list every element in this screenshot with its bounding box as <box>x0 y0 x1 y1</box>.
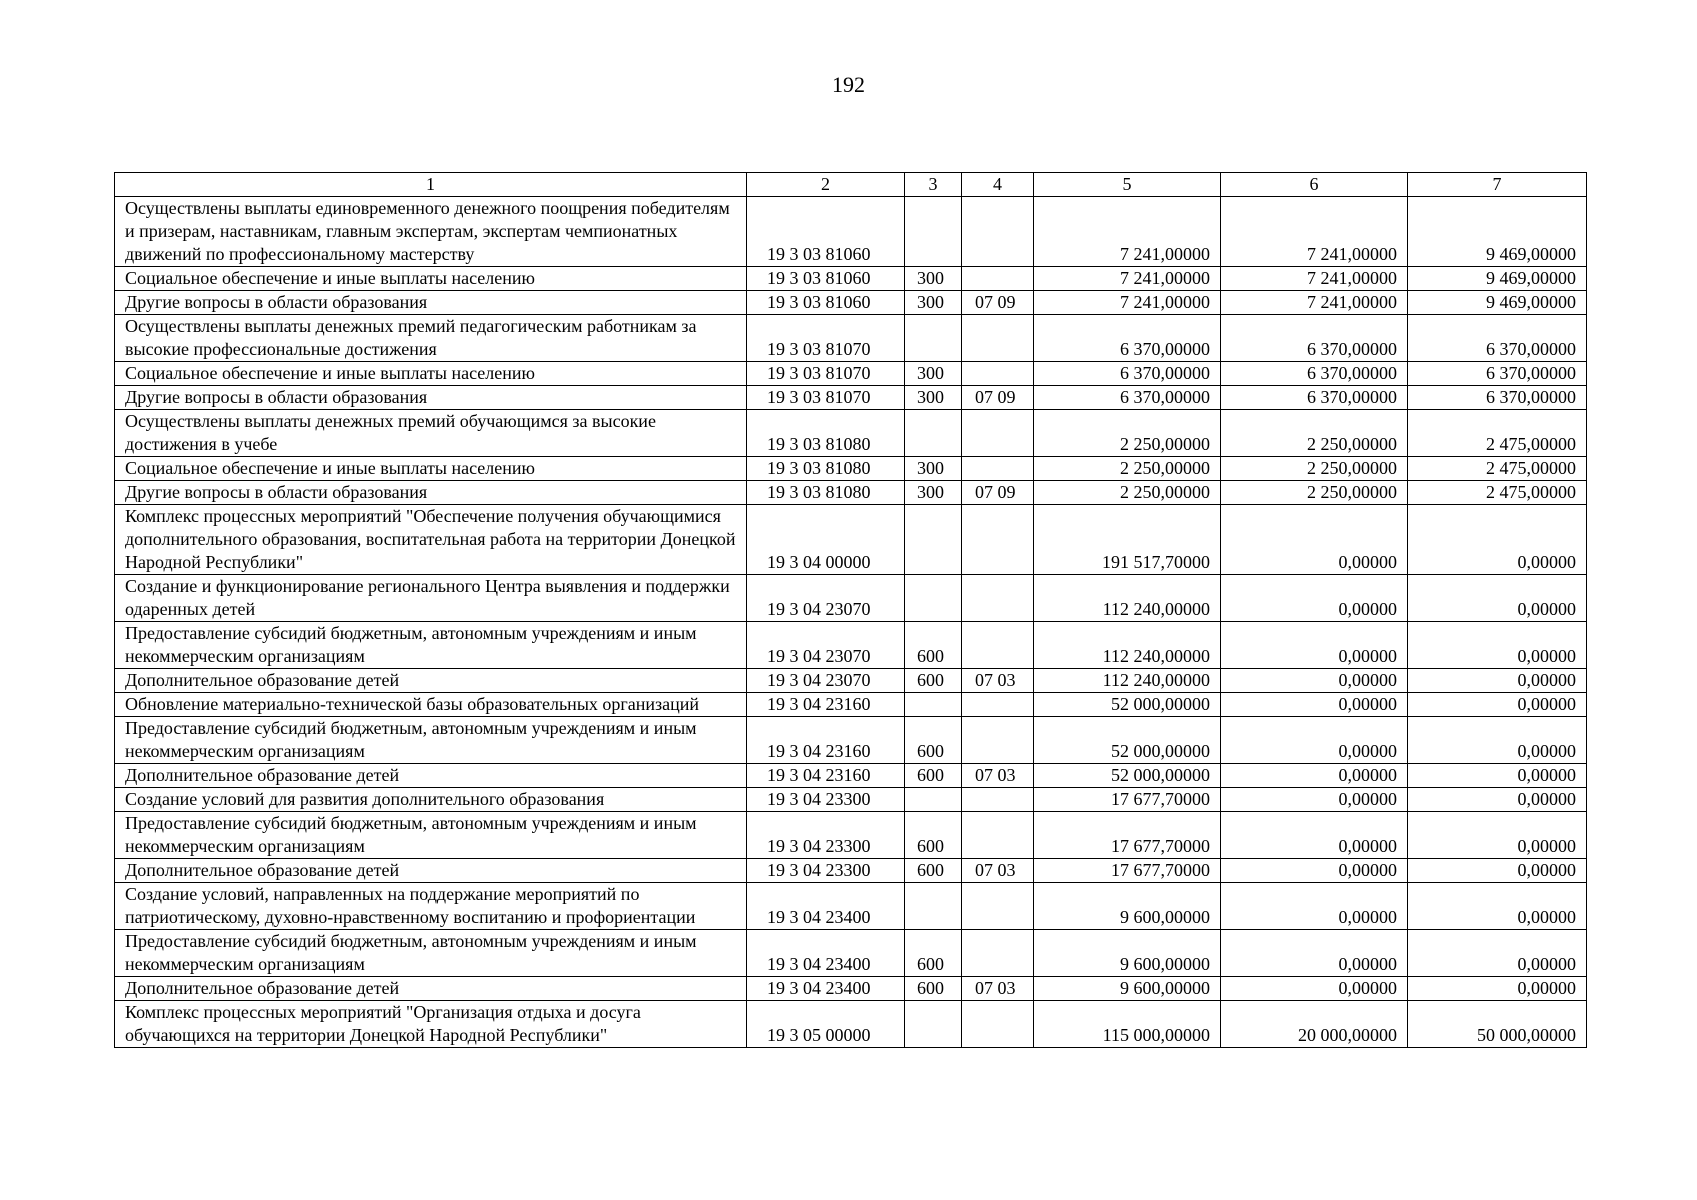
row-col-4 <box>962 622 1034 669</box>
row-col-5: 7 241,00000 <box>1034 267 1221 291</box>
table-row <box>115 481 1587 505</box>
table-row <box>115 717 1587 764</box>
row-col-7: 9 469,00000 <box>1408 197 1587 267</box>
row-col-5: 115 000,00000 <box>1034 1001 1221 1048</box>
row-name: Осуществлены выплаты денежных премий педагогическим работникам за высокие профессиональные достижения <box>115 315 747 362</box>
row-col-7: 0,00000 <box>1408 788 1587 812</box>
column-header: 3 <box>905 173 962 197</box>
row-col-6: 0,00000 <box>1221 693 1408 717</box>
table-row <box>115 764 1587 788</box>
row-col-3 <box>905 575 962 622</box>
row-col-5: 2 250,00000 <box>1034 481 1221 505</box>
row-code: 19 3 03 81070 <box>747 386 905 410</box>
row-col-7: 2 475,00000 <box>1408 457 1587 481</box>
row-name: Создание условий, направленных на поддержание мероприятий по патриотическому, духовно-нравственному воспитанию и профориентации <box>115 883 747 930</box>
column-header: 5 <box>1034 173 1221 197</box>
row-code: 19 3 04 23400 <box>747 977 905 1001</box>
row-col-4 <box>962 362 1034 386</box>
row-col-5: 52 000,00000 <box>1034 717 1221 764</box>
row-col-4: 07 09 <box>962 386 1034 410</box>
row-col-7: 6 370,00000 <box>1408 386 1587 410</box>
row-col-3: 300 <box>905 481 962 505</box>
row-col-6: 7 241,00000 <box>1221 291 1408 315</box>
row-col-4 <box>962 930 1034 977</box>
row-col-4 <box>962 267 1034 291</box>
row-col-3: 600 <box>905 859 962 883</box>
table-body <box>115 197 1587 1048</box>
row-col-7: 0,00000 <box>1408 717 1587 764</box>
row-col-4: 07 03 <box>962 859 1034 883</box>
row-col-4 <box>962 197 1034 267</box>
row-col-3: 600 <box>905 622 962 669</box>
row-col-6: 6 370,00000 <box>1221 315 1408 362</box>
row-name: Предоставление субсидий бюджетным, автономным учреждениям и иным некоммерческим организациям <box>115 812 747 859</box>
row-col-7: 9 469,00000 <box>1408 291 1587 315</box>
row-col-4 <box>962 315 1034 362</box>
row-col-5: 52 000,00000 <box>1034 764 1221 788</box>
table-row <box>115 669 1587 693</box>
row-name: Социальное обеспечение и иные выплаты населению <box>115 457 747 481</box>
row-col-6: 0,00000 <box>1221 505 1408 575</box>
row-col-6: 20 000,00000 <box>1221 1001 1408 1048</box>
row-col-5: 52 000,00000 <box>1034 693 1221 717</box>
table-row <box>115 1001 1587 1048</box>
row-col-7: 0,00000 <box>1408 883 1587 930</box>
row-col-3 <box>905 1001 962 1048</box>
row-col-7: 0,00000 <box>1408 622 1587 669</box>
row-name: Дополнительное образование детей <box>115 977 747 1001</box>
row-name: Создание и функционирование регионального Центра выявления и поддержки одаренных детей <box>115 575 747 622</box>
table-header-row <box>115 173 1587 197</box>
table-row <box>115 410 1587 457</box>
row-col-6: 2 250,00000 <box>1221 481 1408 505</box>
row-col-4 <box>962 883 1034 930</box>
row-col-4 <box>962 457 1034 481</box>
row-col-7: 0,00000 <box>1408 669 1587 693</box>
row-name: Дополнительное образование детей <box>115 669 747 693</box>
row-col-3 <box>905 883 962 930</box>
row-col-4 <box>962 812 1034 859</box>
row-code: 19 3 04 00000 <box>747 505 905 575</box>
row-name: Другие вопросы в области образования <box>115 386 747 410</box>
row-col-5: 6 370,00000 <box>1034 386 1221 410</box>
row-name: Другие вопросы в области образования <box>115 291 747 315</box>
row-code: 19 3 03 81060 <box>747 197 905 267</box>
table-row <box>115 930 1587 977</box>
row-name: Предоставление субсидий бюджетным, автономным учреждениям и иным некоммерческим организациям <box>115 717 747 764</box>
row-col-3 <box>905 788 962 812</box>
row-name: Социальное обеспечение и иные выплаты населению <box>115 362 747 386</box>
row-col-4: 07 09 <box>962 291 1034 315</box>
row-name: Предоставление субсидий бюджетным, автономным учреждениям и иным некоммерческим организациям <box>115 622 747 669</box>
table-row <box>115 457 1587 481</box>
row-col-4 <box>962 693 1034 717</box>
table-row <box>115 883 1587 930</box>
row-col-3: 300 <box>905 267 962 291</box>
row-col-3 <box>905 197 962 267</box>
row-col-7: 6 370,00000 <box>1408 315 1587 362</box>
row-code: 19 3 04 23160 <box>747 717 905 764</box>
row-name: Обновление материально-технической базы образовательных организаций <box>115 693 747 717</box>
row-col-4 <box>962 1001 1034 1048</box>
table-row <box>115 267 1587 291</box>
table-row <box>115 977 1587 1001</box>
row-col-6: 0,00000 <box>1221 669 1408 693</box>
row-col-5: 9 600,00000 <box>1034 883 1221 930</box>
row-col-6: 2 250,00000 <box>1221 410 1408 457</box>
row-col-4 <box>962 575 1034 622</box>
row-name: Дополнительное образование детей <box>115 859 747 883</box>
table-row <box>115 812 1587 859</box>
table-row <box>115 291 1587 315</box>
row-col-5: 17 677,70000 <box>1034 812 1221 859</box>
row-col-5: 7 241,00000 <box>1034 291 1221 315</box>
row-col-6: 7 241,00000 <box>1221 267 1408 291</box>
column-header: 7 <box>1408 173 1587 197</box>
row-name: Социальное обеспечение и иные выплаты населению <box>115 267 747 291</box>
row-col-5: 17 677,70000 <box>1034 788 1221 812</box>
row-col-3: 600 <box>905 977 962 1001</box>
row-col-3: 300 <box>905 291 962 315</box>
row-col-5: 6 370,00000 <box>1034 315 1221 362</box>
row-col-6: 6 370,00000 <box>1221 362 1408 386</box>
row-name: Предоставление субсидий бюджетным, автономным учреждениям и иным некоммерческим организациям <box>115 930 747 977</box>
row-col-7: 2 475,00000 <box>1408 481 1587 505</box>
row-code: 19 3 03 81070 <box>747 315 905 362</box>
row-col-4: 07 03 <box>962 669 1034 693</box>
row-col-4 <box>962 788 1034 812</box>
row-code: 19 3 03 81070 <box>747 362 905 386</box>
row-col-3 <box>905 315 962 362</box>
row-name: Дополнительное образование детей <box>115 764 747 788</box>
row-col-6: 0,00000 <box>1221 717 1408 764</box>
row-name: Осуществлены выплаты денежных премий обучающимся за высокие достижения в учебе <box>115 410 747 457</box>
row-name: Комплекс процессных мероприятий "Обеспечение получения обучающимися дополнительного образования, воспитательная работа на территории Донецкой Народной Республики" <box>115 505 747 575</box>
row-col-6: 0,00000 <box>1221 764 1408 788</box>
row-col-6: 0,00000 <box>1221 930 1408 977</box>
row-code: 19 3 04 23070 <box>747 669 905 693</box>
row-name: Другие вопросы в области образования <box>115 481 747 505</box>
row-col-7: 0,00000 <box>1408 977 1587 1001</box>
row-col-5: 112 240,00000 <box>1034 575 1221 622</box>
row-col-7: 0,00000 <box>1408 693 1587 717</box>
row-col-7: 9 469,00000 <box>1408 267 1587 291</box>
row-code: 19 3 04 23400 <box>747 930 905 977</box>
row-col-3: 600 <box>905 930 962 977</box>
row-col-5: 191 517,70000 <box>1034 505 1221 575</box>
row-code: 19 3 03 81080 <box>747 410 905 457</box>
row-col-4: 07 03 <box>962 977 1034 1001</box>
row-code: 19 3 03 81080 <box>747 481 905 505</box>
row-col-3 <box>905 410 962 457</box>
table-row <box>115 693 1587 717</box>
row-col-3: 600 <box>905 717 962 764</box>
row-col-7: 0,00000 <box>1408 575 1587 622</box>
row-col-3: 600 <box>905 764 962 788</box>
row-col-5: 6 370,00000 <box>1034 362 1221 386</box>
row-col-5: 17 677,70000 <box>1034 859 1221 883</box>
page-number: 192 <box>832 72 865 97</box>
row-code: 19 3 04 23160 <box>747 693 905 717</box>
row-name: Осуществлены выплаты единовременного денежного поощрения победителям и призерам, наставникам, главным экспертам, экспертам чемпионатных движений по профессиональному мастерству <box>115 197 747 267</box>
row-col-7: 50 000,00000 <box>1408 1001 1587 1048</box>
table-row <box>115 362 1587 386</box>
row-col-6: 7 241,00000 <box>1221 197 1408 267</box>
row-col-5: 2 250,00000 <box>1034 410 1221 457</box>
row-col-3: 300 <box>905 457 962 481</box>
column-header: 6 <box>1221 173 1408 197</box>
table-row <box>115 386 1587 410</box>
column-header: 4 <box>962 173 1034 197</box>
table-row <box>115 859 1587 883</box>
row-code: 19 3 05 00000 <box>747 1001 905 1048</box>
row-code: 19 3 04 23070 <box>747 622 905 669</box>
row-code: 19 3 04 23160 <box>747 764 905 788</box>
row-col-6: 2 250,00000 <box>1221 457 1408 481</box>
row-col-7: 0,00000 <box>1408 812 1587 859</box>
row-col-3: 300 <box>905 386 962 410</box>
row-col-5: 112 240,00000 <box>1034 622 1221 669</box>
row-col-5: 7 241,00000 <box>1034 197 1221 267</box>
table-row <box>115 575 1587 622</box>
row-code: 19 3 04 23400 <box>747 883 905 930</box>
row-col-7: 0,00000 <box>1408 764 1587 788</box>
row-col-4 <box>962 717 1034 764</box>
table-row <box>115 315 1587 362</box>
row-col-6: 0,00000 <box>1221 812 1408 859</box>
row-col-4: 07 03 <box>962 764 1034 788</box>
table-row <box>115 622 1587 669</box>
row-col-3: 300 <box>905 362 962 386</box>
budget-table <box>114 172 1587 1048</box>
row-code: 19 3 04 23300 <box>747 788 905 812</box>
row-col-6: 0,00000 <box>1221 788 1408 812</box>
row-col-7: 0,00000 <box>1408 930 1587 977</box>
row-name: Комплекс процессных мероприятий "Организация отдыха и досуга обучающихся на территории Донецкой Народной Республики" <box>115 1001 747 1048</box>
row-col-6: 0,00000 <box>1221 859 1408 883</box>
row-col-4 <box>962 410 1034 457</box>
row-col-7: 2 475,00000 <box>1408 410 1587 457</box>
row-col-3 <box>905 505 962 575</box>
column-header: 1 <box>115 173 747 197</box>
table-row <box>115 197 1587 267</box>
row-col-5: 112 240,00000 <box>1034 669 1221 693</box>
row-col-5: 9 600,00000 <box>1034 930 1221 977</box>
row-code: 19 3 03 81060 <box>747 291 905 315</box>
row-col-4: 07 09 <box>962 481 1034 505</box>
row-code: 19 3 04 23300 <box>747 812 905 859</box>
row-col-3 <box>905 693 962 717</box>
column-header: 2 <box>747 173 905 197</box>
row-col-6: 0,00000 <box>1221 622 1408 669</box>
row-code: 19 3 04 23070 <box>747 575 905 622</box>
row-col-3: 600 <box>905 812 962 859</box>
row-name: Создание условий для развития дополнительного образования <box>115 788 747 812</box>
row-col-4 <box>962 505 1034 575</box>
row-col-3: 600 <box>905 669 962 693</box>
row-col-6: 0,00000 <box>1221 883 1408 930</box>
row-code: 19 3 04 23300 <box>747 859 905 883</box>
row-col-6: 0,00000 <box>1221 575 1408 622</box>
row-code: 19 3 03 81060 <box>747 267 905 291</box>
row-col-5: 9 600,00000 <box>1034 977 1221 1001</box>
row-col-6: 0,00000 <box>1221 977 1408 1001</box>
row-col-6: 6 370,00000 <box>1221 386 1408 410</box>
table-row <box>115 788 1587 812</box>
row-col-7: 0,00000 <box>1408 859 1587 883</box>
table-row <box>115 505 1587 575</box>
row-col-7: 0,00000 <box>1408 505 1587 575</box>
row-code: 19 3 03 81080 <box>747 457 905 481</box>
row-col-7: 6 370,00000 <box>1408 362 1587 386</box>
row-col-5: 2 250,00000 <box>1034 457 1221 481</box>
